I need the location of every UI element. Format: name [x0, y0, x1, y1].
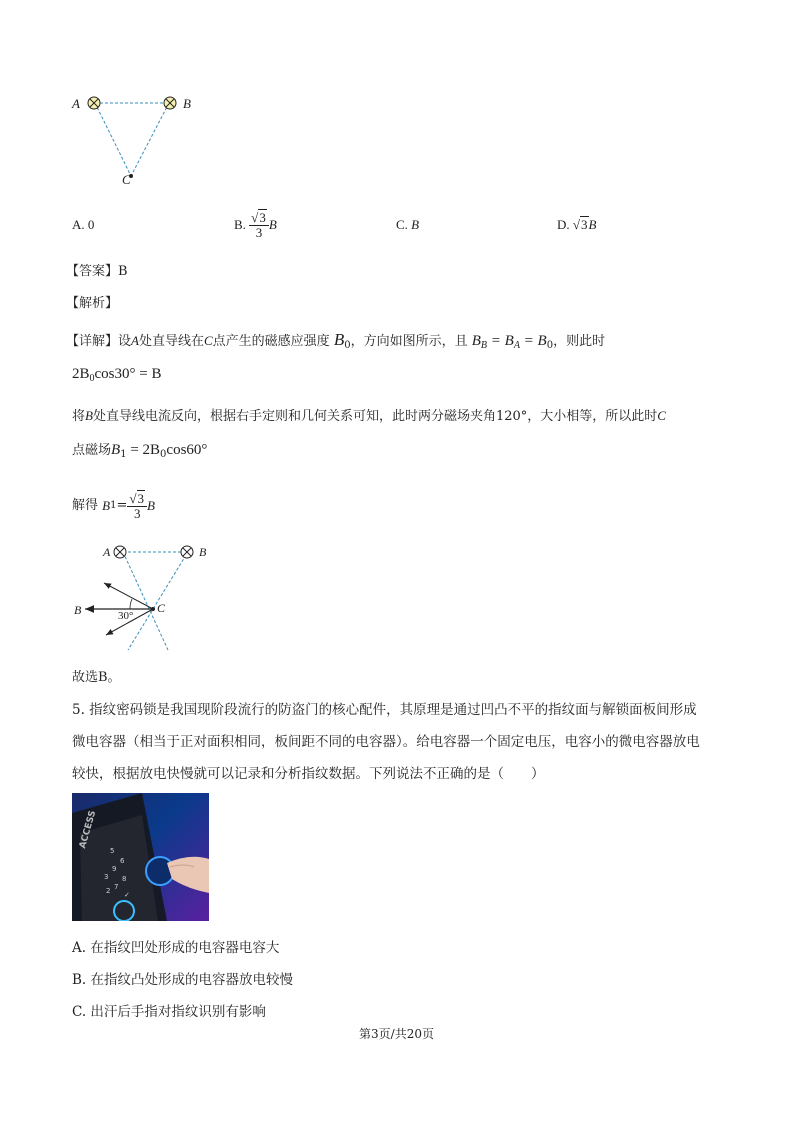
fig2-label-c: C	[157, 601, 166, 615]
fig1-label-a: A	[72, 96, 80, 111]
svg-text:✓: ✓	[124, 891, 130, 899]
fig1-label-b: B	[183, 96, 191, 111]
detail-line1: 【详解】设A处直导线在C点产生的磁感应强度 $B_0$，方向如图所示，且 $B_B = B_A = B_0$，则此时	[66, 330, 606, 351]
para2-line1: 将B处直导线电流反向，根据右手定则和几何关系可知，此时两分磁场夹角120°，大小相等，所以此时C	[72, 408, 666, 424]
fig2-label-b: B	[199, 545, 207, 559]
q5-line1: 5. 指纹密码锁是我国现阶段流行的防盗门的核心配件，其原理是通过凹凸不平的指纹面与解锁面板间形成	[72, 702, 697, 718]
svg-text:5: 5	[110, 847, 115, 855]
svg-text:7: 7	[114, 883, 119, 891]
fig1-label-c: C	[122, 172, 131, 187]
svg-text:9: 9	[112, 865, 117, 873]
q5-option-b: B. 在指纹凸处形成的电容器放电较慢	[72, 972, 294, 988]
q5-option-a: A. 在指纹凹处形成的电容器电容大	[72, 940, 280, 956]
option-c: C. B	[396, 217, 420, 232]
wire-b-icon	[181, 546, 193, 558]
option-a: A. 0	[72, 217, 95, 232]
option-d: D. √3B	[557, 217, 597, 232]
figure-vectors	[70, 540, 220, 655]
wire-a-icon	[114, 546, 126, 558]
fig2-label-b-vector: B	[74, 603, 82, 617]
svg-text:2: 2	[106, 887, 111, 895]
wire-a-icon	[88, 97, 100, 109]
solve-line: 解得 B 1 = $\frac{√3}{3}$ B	[72, 490, 155, 521]
figure-triangle	[70, 90, 200, 190]
conclusion: 故选B。	[72, 670, 121, 685]
page-footer: 第3页/共20页	[359, 1027, 434, 1041]
q5-line2: 微电容器（相当于正对面积相同，板间距不同的电容器）。给电容器一个固定电压，电容小的微电容器放电	[72, 734, 700, 750]
svg-text:3: 3	[104, 873, 109, 881]
fig2-label-a: A	[103, 545, 111, 559]
analysis-label: 【解析】	[66, 296, 119, 311]
svg-text:8: 8	[122, 875, 127, 883]
svg-text:6: 6	[120, 857, 125, 865]
wire-b-icon	[164, 97, 176, 109]
q5-option-c: C. 出汗后手指对指纹识别有影响	[72, 1004, 266, 1020]
option-b: B. $\frac{√3}{3}$ B	[234, 209, 277, 240]
answer-line: 【答案】B	[66, 264, 128, 279]
photo-access-text: ACCESS	[78, 809, 99, 850]
q5-line3: 较快，根据放电快慢就可以记录和分析指纹数据。下列说法不正确的是（ ）	[72, 766, 545, 782]
para2-line2: 点磁场$B_1 = 2B_0\cos 60^\circ$	[72, 442, 208, 460]
fig2-angle: 30°	[118, 610, 134, 622]
fingerprint-lock-photo	[72, 793, 209, 921]
equation-1: $2B_0\cos 30^\circ = B$	[72, 366, 162, 384]
point-c	[151, 607, 155, 611]
